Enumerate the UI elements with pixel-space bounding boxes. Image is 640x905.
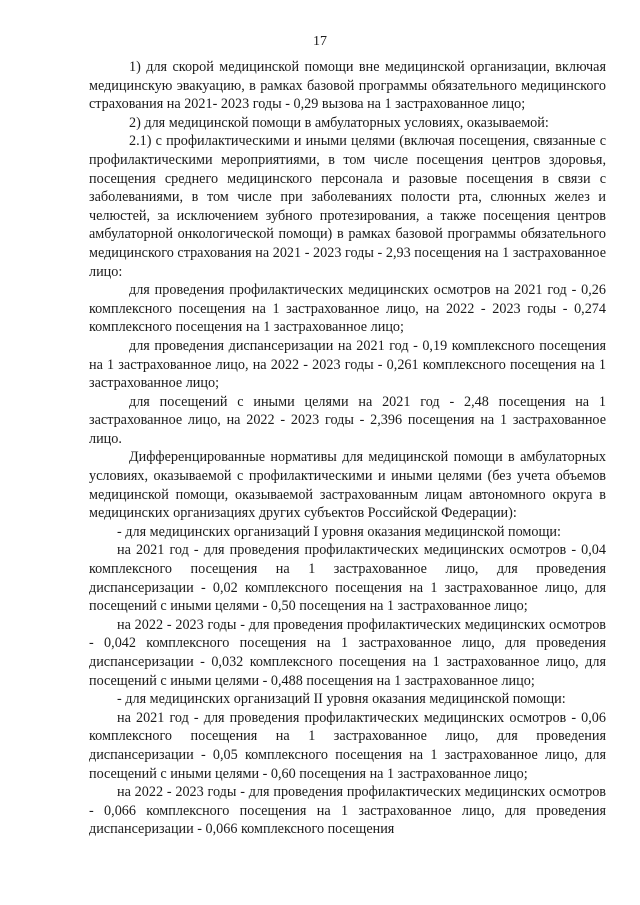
paragraph-level-1-2022-2023: на 2022 - 2023 годы - для проведения профилактических медицинских осмотров - 0,042 комплексного посещения на 1 застрахованное лицо, для проведения диспансеризации - 0,032 комплексного посещения на 1 застрахованное лицо, для посещений с иными целями - 0,488 посещения на 1 застрахованное лицо;	[89, 616, 606, 689]
paragraph-level-2-2021: на 2021 год - для проведения профилактических медицинских осмотров - 0,06 комплексного посещения на 1 застрахованное лицо, для проведения диспансеризации - 0,05 комплексного посещения на 1 застрахованное лицо, для посещений с иными целями - 0,60 посещения на 1 застрахованное лицо;	[89, 709, 606, 782]
paragraph-other-visits: для посещений с иными целями на 2021 год - 2,48 посещения на 1 застрахованное лицо, на 2022 - 2023 годы - 2,396 посещения на 1 застрахованное лицо.	[89, 393, 606, 447]
paragraph-level-2-heading: - для медицинских организаций II уровня оказания медицинской помощи:	[117, 691, 566, 708]
paragraph-dispensarization: для проведения диспансеризации на 2021 год - 0,19 комплексного посещения на 1 застрахованное лицо, на 2022 - 2023 годы - 0,261 комплексного посещения на 1 застрахованное лицо;	[89, 337, 606, 392]
paragraph-preventive-visits: 2.1) с профилактическими и иными целями (включая посещения, связанные с профилактическими мероприятиями, в том числе посещения центров здоровья, посещения среднего медицинского персонала и разовые посещения в связи с заболеваниями, в том числе при заболеваниях полости рта, слюнных желез и челюстей, за исключением зубного протезирования, а также посещения центров амбулаторной онкологической помощи) в рамках базовой программы обязательного медицинского страхования на 2021 - 2023 годы - 2,93 посещения на 1 застрахованное лицо:	[89, 133, 606, 280]
paragraph-preventive-exams: для проведения профилактических медицинских осмотров на 2021 год - 0,26 комплексного посещения на 1 застрахованное лицо, на 2022 - 2023 годы - 0,274 комплексного посещения на 1 застрахованное лицо;	[89, 282, 606, 336]
paragraph-outpatient-care: 2) для медицинской помощи в амбулаторных условиях, оказываемой:	[129, 114, 549, 131]
paragraph-level-2-2022-2023: на 2022 - 2023 годы - для проведения профилактических медицинских осмотров - 0,066 комплексного посещения на 1 застрахованное лицо, для проведения диспансеризации - 0,066 комплексного посещения	[89, 784, 606, 838]
paragraph-level-1-heading: - для медицинских организаций I уровня оказания медицинской помощи:	[117, 523, 561, 540]
paragraph-level-1-2021: на 2021 год - для проведения профилактических медицинских осмотров - 0,04 комплексного посещения на 1 застрахованное лицо, для проведения диспансеризации - 0,02 комплексного посещения на 1 застрахованное лицо, для посещений с иными целями - 0,50 посещения на 1 застрахованное лицо;	[89, 542, 606, 615]
paragraph-differentiated-norms: Дифференцированные нормативы для медицинской помощи в амбулаторных условиях, оказываемой с профилактическими и иными целями (без учета объемов медицинской помощи, оказываемой застрахованным лицам автономного округа в медицинских организациях других субъектов Российской Федерации):	[89, 449, 606, 522]
page-number: 17	[313, 34, 327, 49]
paragraph-emergency-care: 1) для скорой медицинской помощи вне медицинской организации, включая медицинскую эвакуацию, в рамках базовой программы обязательного медицинского страхования на 2021- 2023 годы - 0,29 вызова на 1 застрахованное лицо;	[89, 59, 606, 113]
document-body	[89, 58, 606, 839]
